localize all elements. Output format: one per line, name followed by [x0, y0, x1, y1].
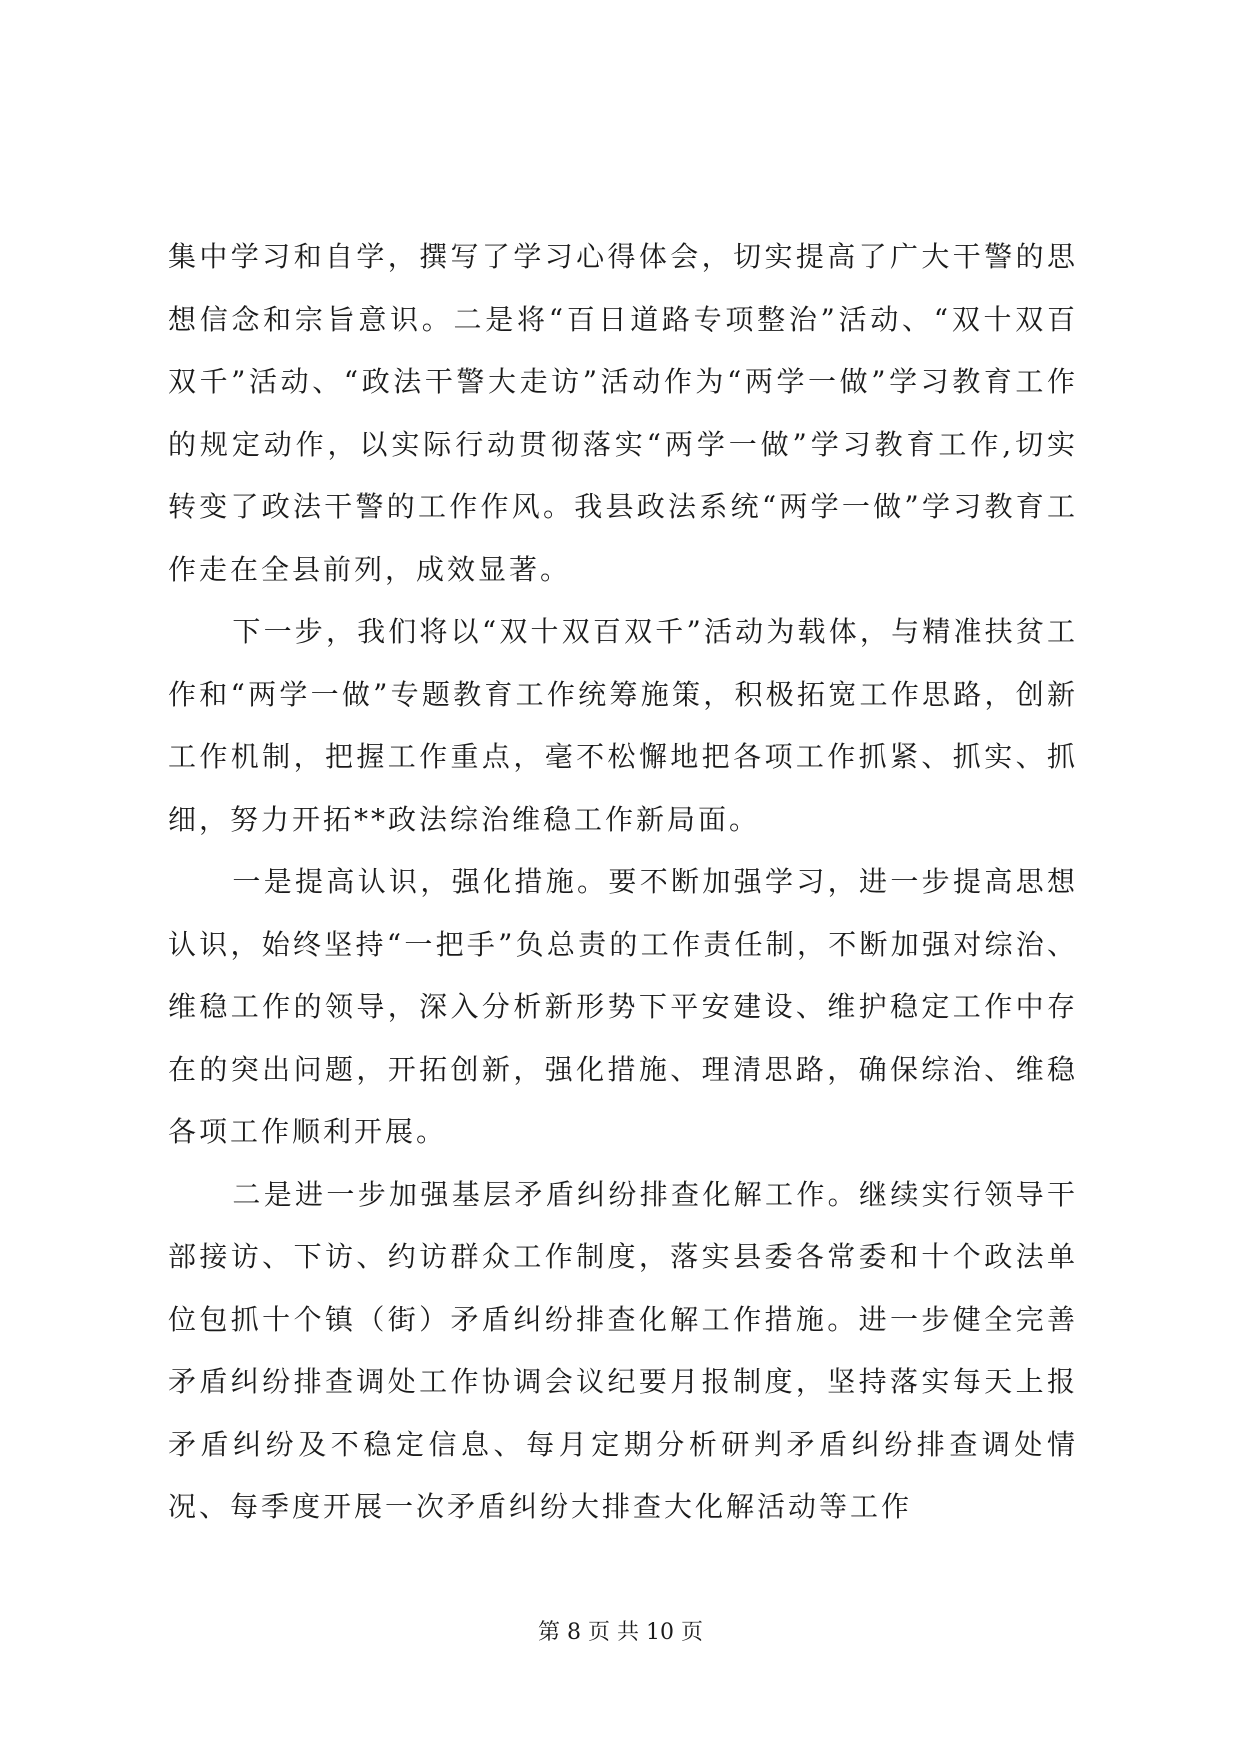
paragraph-next-steps: 下一步，我们将以“双十双百双千”活动为载体，与精准扶贫工作和“两学一做”专题教育工作统筹施策，积极拓宽工作思路，创新工作机制，把握工作重点，毫不松懈地把各项工作抓紧、抓实、抓细，努力开拓**政法综治维稳工作新局面。 [168, 615, 1078, 836]
paragraph-point-two: 二是进一步加强基层矛盾纠纷排查化解工作。继续实行领导干部接访、下访、约访群众工作制度，落实县委各常委和十个政法单位包抓十个镇（街）矛盾纠纷排查化解工作措施。进一步健全完善矛盾纠纷排查调处工作协调会议纪要月报制度，坚持落实每天上报矛盾纠纷及不稳定信息、每月定期分析研判矛盾纠纷排查调处情况、每季度开展一次矛盾纠纷大排查大化解活动等工作 [168, 1177, 1078, 1523]
paragraph-point-one: 一是提高认识，强化措施。要不断加强学习，进一步提高思想认识，始终坚持“一把手”负总责的工作责任制，不断加强对综治、维稳工作的领导，深入分析新形势下平安建设、维护稳定工作中存在的突出问题，开拓创新，强化措施、理清思路，确保综治、维稳各项工作顺利开展。 [168, 865, 1078, 1148]
body-text [168, 226, 1078, 1539]
paragraph-continued: 集中学习和自学，撰写了学习心得体会，切实提高了广大干警的思想信念和宗旨意识。二是将“百日道路专项整治”活动、“双十双百双千”活动、“政法干警大走访”活动作为“两学一做”学习教育工作的规定动作，以实际行动贯彻落实“两学一做”学习教育工作,切实转变了政法干警的工作作风。我县政法系统“两学一做”学习教育工作走在全县前列，成效显著。 [168, 240, 1078, 586]
page-footer: 第 8 页 共 10 页 [538, 1620, 703, 1645]
